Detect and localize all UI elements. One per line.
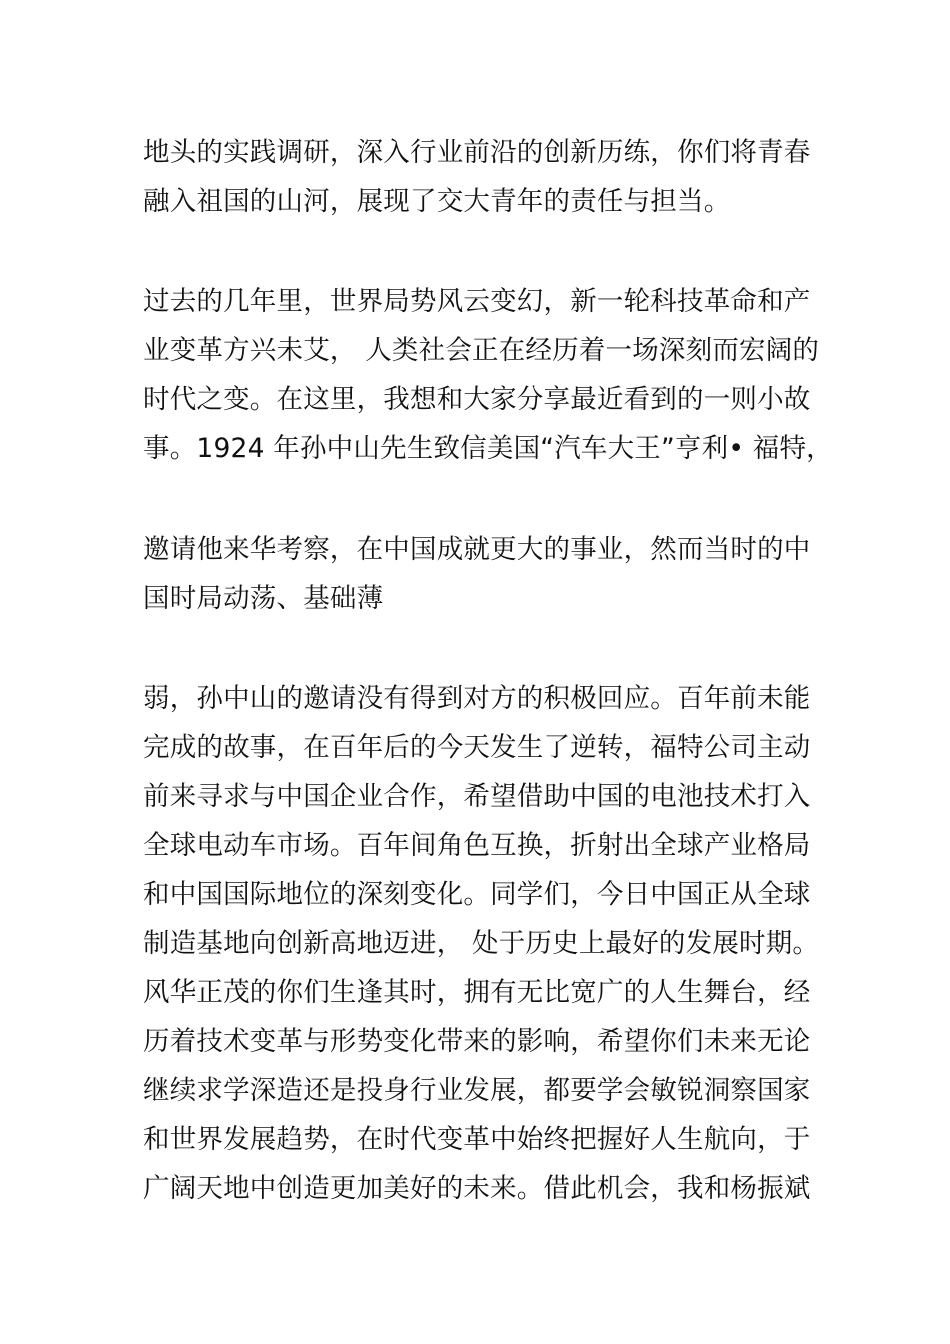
text-line: 邀请他来华考察，在中国成就更大的事业，然而当时的中 [143, 534, 811, 565]
text-line: 弱，孙中山的邀请没有得到对方的积极回应。百年前未能 [143, 683, 811, 714]
text-line: 事。1924 年孙中山先生致信美国“汽车大王”亨利• 福特， [143, 433, 833, 464]
text-line: 前来寻求与中国企业合作，希望借助中国的电池技术打入 [143, 781, 811, 812]
text-line: 和世界发展趋势，在时代变革中始终把握好人生航向，于 [143, 1124, 811, 1155]
text-line: 融入祖国的山河，展现了交大青年的责任与担当。 [143, 186, 731, 217]
text-line: 过去的几年里，世界局势风云变幻，新一轮科技革命和产 [143, 286, 811, 317]
text-line: 完成的故事，在百年后的今天发生了逆转，福特公司主动 [143, 732, 811, 763]
text-line: 地头的实践调研，深入行业前沿的创新历练，你们将青春 [143, 137, 811, 168]
text-line: 和中国国际地位的深刻变化。同学们，今日中国正从全球 [143, 879, 811, 910]
text-line: 制造基地向创新高地迈进， 处于历史上最好的发展时期。 [143, 928, 820, 959]
text-line: 历着技术变革与形势变化带来的影响，希望你们未来无论 [143, 1026, 811, 1057]
text-line: 国时局动荡、基础薄 [143, 583, 384, 614]
text-line: 风华正茂的你们生逢其时，拥有无比宽广的人生舞台，经 [143, 977, 811, 1008]
text-line: 广阔天地中创造更加美好的未来。借此机会，我和杨振斌 [143, 1173, 811, 1204]
text-line: 全球电动车市场。百年间角色互换，折射出全球产业格局 [143, 830, 811, 861]
text-line: 业变革方兴未艾， 人类社会正在经历着一场深刻而宏阔的 [143, 335, 820, 366]
text-line: 继续求学深造还是投身行业发展，都要学会敏锐洞察国家 [143, 1075, 811, 1106]
text-line: 时代之变。在这里，我想和大家分享最近看到的一则小故 [143, 384, 811, 415]
